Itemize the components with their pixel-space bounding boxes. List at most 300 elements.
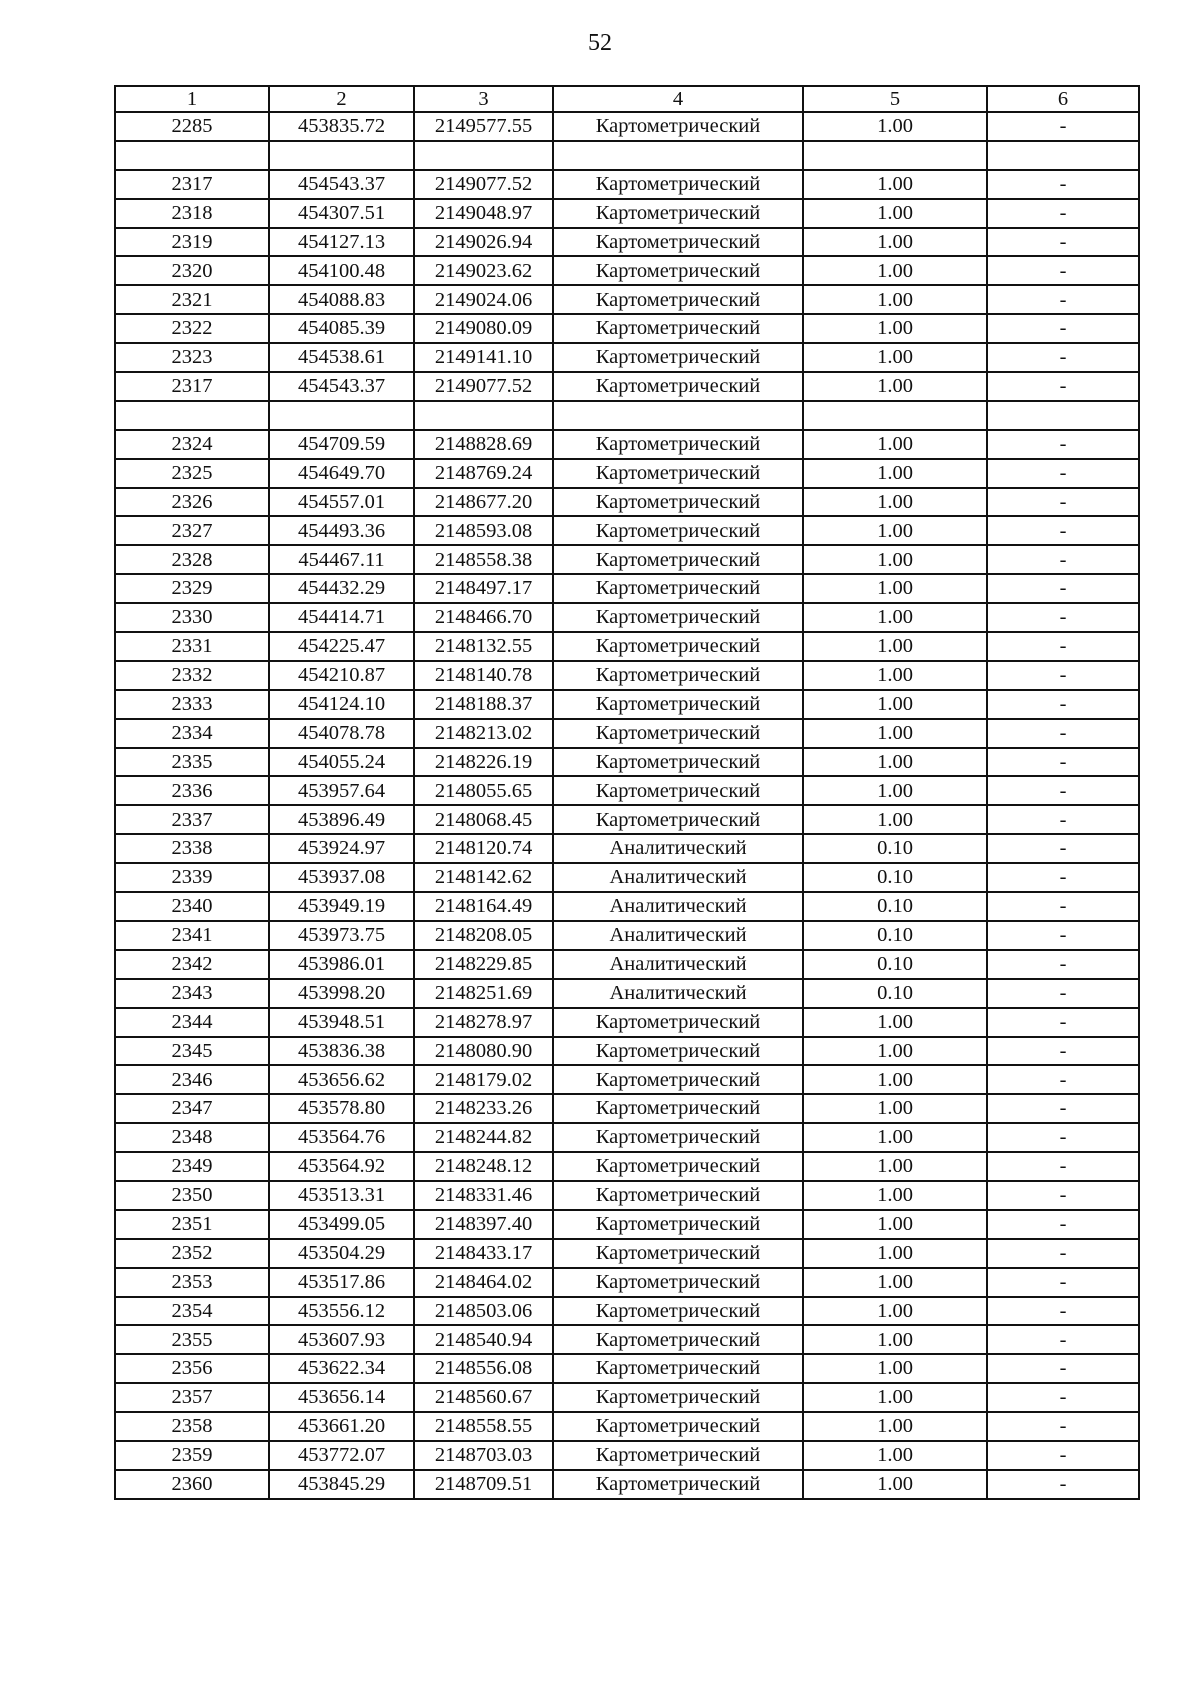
y-coordinate-cell: 2148503.06	[414, 1297, 553, 1326]
x-coordinate-cell: 453564.92	[269, 1152, 414, 1181]
note-cell: -	[987, 603, 1139, 632]
x-coordinate-cell: 453556.12	[269, 1297, 414, 1326]
method-cell: Картометрический	[553, 516, 803, 545]
table-row	[115, 1412, 1139, 1441]
point-number-cell: 2337	[115, 805, 269, 834]
table-row	[115, 892, 1139, 921]
point-number-cell: 2321	[115, 285, 269, 314]
y-coordinate-cell: 2149048.97	[414, 199, 553, 228]
table-row	[115, 1065, 1139, 1094]
point-number-cell: 2358	[115, 1412, 269, 1441]
accuracy-cell: 1.00	[803, 632, 987, 661]
table-row	[115, 719, 1139, 748]
x-coordinate-cell: 454414.71	[269, 603, 414, 632]
x-coordinate-cell: 454078.78	[269, 719, 414, 748]
y-coordinate-cell: 2148251.69	[414, 979, 553, 1008]
method-cell: Картометрический	[553, 1037, 803, 1066]
point-number-cell: 2338	[115, 834, 269, 863]
y-coordinate-cell: 2148466.70	[414, 603, 553, 632]
x-coordinate-cell: 453924.97	[269, 834, 414, 863]
method-cell	[553, 401, 803, 430]
note-cell: -	[987, 1412, 1139, 1441]
note-cell: -	[987, 199, 1139, 228]
point-number-cell: 2326	[115, 488, 269, 517]
x-coordinate-cell: 453835.72	[269, 112, 414, 141]
table-row	[115, 1325, 1139, 1354]
table-row	[115, 1210, 1139, 1239]
accuracy-cell: 1.00	[803, 199, 987, 228]
table-row	[115, 805, 1139, 834]
y-coordinate-cell: 2149077.52	[414, 372, 553, 401]
method-cell: Картометрический	[553, 1441, 803, 1470]
note-cell: -	[987, 1441, 1139, 1470]
point-number-cell: 2350	[115, 1181, 269, 1210]
note-cell: -	[987, 719, 1139, 748]
method-cell: Картометрический	[553, 1297, 803, 1326]
y-coordinate-cell	[414, 141, 553, 170]
accuracy-cell: 1.00	[803, 1123, 987, 1152]
x-coordinate-cell: 454210.87	[269, 661, 414, 690]
note-cell: -	[987, 863, 1139, 892]
method-cell: Картометрический	[553, 574, 803, 603]
y-coordinate-cell: 2148397.40	[414, 1210, 553, 1239]
accuracy-cell: 0.10	[803, 921, 987, 950]
note-cell: -	[987, 516, 1139, 545]
x-coordinate-cell: 453772.07	[269, 1441, 414, 1470]
x-coordinate-cell: 453949.19	[269, 892, 414, 921]
accuracy-cell: 1.00	[803, 1470, 987, 1499]
note-cell: -	[987, 979, 1139, 1008]
y-coordinate-cell: 2148179.02	[414, 1065, 553, 1094]
table-row	[115, 459, 1139, 488]
column-header: 6	[987, 86, 1139, 112]
note-cell: -	[987, 1037, 1139, 1066]
point-number-cell: 2336	[115, 776, 269, 805]
method-cell: Картометрический	[553, 661, 803, 690]
accuracy-cell: 0.10	[803, 834, 987, 863]
y-coordinate-cell: 2148497.17	[414, 574, 553, 603]
note-cell: -	[987, 690, 1139, 719]
note-cell: -	[987, 1210, 1139, 1239]
accuracy-cell: 1.00	[803, 1037, 987, 1066]
point-number-cell: 2331	[115, 632, 269, 661]
table-row	[115, 661, 1139, 690]
accuracy-cell	[803, 401, 987, 430]
y-coordinate-cell: 2148331.46	[414, 1181, 553, 1210]
point-number-cell: 2324	[115, 430, 269, 459]
x-coordinate-cell: 453986.01	[269, 950, 414, 979]
table-row	[115, 372, 1139, 401]
point-number-cell: 2340	[115, 892, 269, 921]
table-row	[115, 1239, 1139, 1268]
method-cell: Картометрический	[553, 748, 803, 777]
x-coordinate-cell	[269, 141, 414, 170]
column-header: 3	[414, 86, 553, 112]
method-cell: Картометрический	[553, 1152, 803, 1181]
method-cell: Картометрический	[553, 776, 803, 805]
method-cell: Картометрический	[553, 603, 803, 632]
separator-row	[115, 141, 1139, 170]
x-coordinate-cell	[269, 401, 414, 430]
x-coordinate-cell: 454538.61	[269, 343, 414, 372]
accuracy-cell: 1.00	[803, 545, 987, 574]
accuracy-cell: 1.00	[803, 1181, 987, 1210]
table-row	[115, 1008, 1139, 1037]
table-row	[115, 199, 1139, 228]
table-row	[115, 1152, 1139, 1181]
point-number-cell: 2330	[115, 603, 269, 632]
point-number-cell: 2285	[115, 112, 269, 141]
method-cell: Картометрический	[553, 805, 803, 834]
method-cell: Картометрический	[553, 343, 803, 372]
accuracy-cell: 1.00	[803, 1412, 987, 1441]
table-row	[115, 834, 1139, 863]
accuracy-cell: 1.00	[803, 314, 987, 343]
accuracy-cell: 1.00	[803, 488, 987, 517]
table-row	[115, 748, 1139, 777]
note-cell: -	[987, 459, 1139, 488]
point-number-cell: 2354	[115, 1297, 269, 1326]
accuracy-cell: 0.10	[803, 979, 987, 1008]
x-coordinate-cell: 453845.29	[269, 1470, 414, 1499]
method-cell: Картометрический	[553, 256, 803, 285]
accuracy-cell: 1.00	[803, 719, 987, 748]
point-number-cell: 2360	[115, 1470, 269, 1499]
accuracy-cell: 1.00	[803, 1354, 987, 1383]
point-number-cell	[115, 141, 269, 170]
accuracy-cell: 1.00	[803, 603, 987, 632]
note-cell: -	[987, 1470, 1139, 1499]
accuracy-cell: 1.00	[803, 690, 987, 719]
accuracy-cell: 1.00	[803, 1297, 987, 1326]
point-number-cell: 2347	[115, 1094, 269, 1123]
x-coordinate-cell: 453513.31	[269, 1181, 414, 1210]
coordinates-table	[114, 85, 1140, 1500]
table-row	[115, 603, 1139, 632]
note-cell: -	[987, 314, 1139, 343]
method-cell: Картометрический	[553, 690, 803, 719]
note-cell: -	[987, 892, 1139, 921]
x-coordinate-cell: 453973.75	[269, 921, 414, 950]
accuracy-cell: 1.00	[803, 1325, 987, 1354]
point-number-cell: 2334	[115, 719, 269, 748]
method-cell: Картометрический	[553, 719, 803, 748]
note-cell: -	[987, 112, 1139, 141]
note-cell: -	[987, 430, 1139, 459]
method-cell: Картометрический	[553, 1412, 803, 1441]
y-coordinate-cell: 2148244.82	[414, 1123, 553, 1152]
note-cell: -	[987, 488, 1139, 517]
point-number-cell: 2335	[115, 748, 269, 777]
accuracy-cell: 1.00	[803, 372, 987, 401]
accuracy-cell: 1.00	[803, 1094, 987, 1123]
method-cell: Аналитический	[553, 921, 803, 950]
point-number-cell: 2339	[115, 863, 269, 892]
header-row	[115, 86, 1139, 112]
table-row	[115, 1383, 1139, 1412]
method-cell: Картометрический	[553, 228, 803, 257]
y-coordinate-cell: 2148556.08	[414, 1354, 553, 1383]
column-header: 2	[269, 86, 414, 112]
table-row	[115, 1268, 1139, 1297]
table-row	[115, 1181, 1139, 1210]
table-body	[115, 86, 1139, 1499]
accuracy-cell: 1.00	[803, 1152, 987, 1181]
method-cell: Картометрический	[553, 488, 803, 517]
table-row	[115, 343, 1139, 372]
method-cell: Картометрический	[553, 1094, 803, 1123]
y-coordinate-cell: 2148677.20	[414, 488, 553, 517]
point-number-cell: 2348	[115, 1123, 269, 1152]
accuracy-cell: 1.00	[803, 170, 987, 199]
note-cell: -	[987, 950, 1139, 979]
point-number-cell: 2329	[115, 574, 269, 603]
method-cell: Картометрический	[553, 112, 803, 141]
method-cell: Картометрический	[553, 1239, 803, 1268]
x-coordinate-cell: 454543.37	[269, 372, 414, 401]
method-cell: Картометрический	[553, 1008, 803, 1037]
table-row	[115, 690, 1139, 719]
note-cell: -	[987, 1354, 1139, 1383]
table-row	[115, 228, 1139, 257]
accuracy-cell: 1.00	[803, 1210, 987, 1239]
accuracy-cell: 1.00	[803, 430, 987, 459]
table-row	[115, 1297, 1139, 1326]
method-cell: Картометрический	[553, 199, 803, 228]
accuracy-cell: 1.00	[803, 256, 987, 285]
accuracy-cell: 1.00	[803, 1441, 987, 1470]
y-coordinate-cell: 2148229.85	[414, 950, 553, 979]
note-cell: -	[987, 545, 1139, 574]
note-cell: -	[987, 1383, 1139, 1412]
accuracy-cell: 0.10	[803, 950, 987, 979]
x-coordinate-cell: 454307.51	[269, 199, 414, 228]
x-coordinate-cell: 453656.14	[269, 1383, 414, 1412]
y-coordinate-cell: 2148213.02	[414, 719, 553, 748]
y-coordinate-cell: 2148208.05	[414, 921, 553, 950]
accuracy-cell: 1.00	[803, 285, 987, 314]
table-row	[115, 979, 1139, 1008]
note-cell: -	[987, 343, 1139, 372]
table-row	[115, 950, 1139, 979]
y-coordinate-cell: 2149023.62	[414, 256, 553, 285]
y-coordinate-cell: 2148558.55	[414, 1412, 553, 1441]
y-coordinate-cell: 2149077.52	[414, 170, 553, 199]
note-cell: -	[987, 1268, 1139, 1297]
table-row	[115, 488, 1139, 517]
method-cell: Картометрический	[553, 430, 803, 459]
x-coordinate-cell: 454127.13	[269, 228, 414, 257]
table-row	[115, 1470, 1139, 1499]
x-coordinate-cell: 454225.47	[269, 632, 414, 661]
x-coordinate-cell: 454467.11	[269, 545, 414, 574]
x-coordinate-cell: 453607.93	[269, 1325, 414, 1354]
table-row	[115, 285, 1139, 314]
note-cell	[987, 141, 1139, 170]
accuracy-cell: 1.00	[803, 805, 987, 834]
note-cell: -	[987, 1065, 1139, 1094]
point-number-cell: 2341	[115, 921, 269, 950]
point-number-cell	[115, 401, 269, 430]
accuracy-cell: 1.00	[803, 1065, 987, 1094]
y-coordinate-cell: 2148560.67	[414, 1383, 553, 1412]
y-coordinate-cell: 2149577.55	[414, 112, 553, 141]
x-coordinate-cell: 453896.49	[269, 805, 414, 834]
note-cell: -	[987, 285, 1139, 314]
y-coordinate-cell: 2149024.06	[414, 285, 553, 314]
method-cell: Картометрический	[553, 1210, 803, 1239]
note-cell: -	[987, 834, 1139, 863]
note-cell: -	[987, 228, 1139, 257]
x-coordinate-cell: 454124.10	[269, 690, 414, 719]
method-cell: Картометрический	[553, 1181, 803, 1210]
note-cell: -	[987, 1297, 1139, 1326]
y-coordinate-cell: 2148433.17	[414, 1239, 553, 1268]
method-cell: Картометрический	[553, 1123, 803, 1152]
note-cell: -	[987, 1008, 1139, 1037]
x-coordinate-cell: 454543.37	[269, 170, 414, 199]
column-header: 5	[803, 86, 987, 112]
accuracy-cell: 1.00	[803, 661, 987, 690]
method-cell: Картометрический	[553, 285, 803, 314]
accuracy-cell: 0.10	[803, 892, 987, 921]
note-cell: -	[987, 574, 1139, 603]
x-coordinate-cell: 453957.64	[269, 776, 414, 805]
note-cell: -	[987, 1181, 1139, 1210]
method-cell: Аналитический	[553, 979, 803, 1008]
table-row	[115, 863, 1139, 892]
method-cell: Аналитический	[553, 950, 803, 979]
point-number-cell: 2333	[115, 690, 269, 719]
y-coordinate-cell: 2148132.55	[414, 632, 553, 661]
x-coordinate-cell: 454055.24	[269, 748, 414, 777]
page-number: 52	[588, 30, 612, 56]
point-number-cell: 2342	[115, 950, 269, 979]
y-coordinate-cell: 2148464.02	[414, 1268, 553, 1297]
note-cell: -	[987, 921, 1139, 950]
table-row	[115, 921, 1139, 950]
x-coordinate-cell: 454649.70	[269, 459, 414, 488]
y-coordinate-cell: 2148540.94	[414, 1325, 553, 1354]
accuracy-cell: 1.00	[803, 516, 987, 545]
note-cell: -	[987, 170, 1139, 199]
table-row	[115, 516, 1139, 545]
point-number-cell: 2346	[115, 1065, 269, 1094]
method-cell: Аналитический	[553, 863, 803, 892]
point-number-cell: 2352	[115, 1239, 269, 1268]
point-number-cell: 2344	[115, 1008, 269, 1037]
table-row	[115, 1354, 1139, 1383]
method-cell: Картометрический	[553, 632, 803, 661]
point-number-cell: 2332	[115, 661, 269, 690]
method-cell: Картометрический	[553, 1065, 803, 1094]
point-number-cell: 2328	[115, 545, 269, 574]
x-coordinate-cell: 453661.20	[269, 1412, 414, 1441]
x-coordinate-cell: 453937.08	[269, 863, 414, 892]
method-cell: Картометрический	[553, 459, 803, 488]
x-coordinate-cell: 453578.80	[269, 1094, 414, 1123]
point-number-cell: 2318	[115, 199, 269, 228]
x-coordinate-cell: 454709.59	[269, 430, 414, 459]
point-number-cell: 2327	[115, 516, 269, 545]
y-coordinate-cell: 2148164.49	[414, 892, 553, 921]
point-number-cell: 2357	[115, 1383, 269, 1412]
x-coordinate-cell: 453517.86	[269, 1268, 414, 1297]
accuracy-cell: 1.00	[803, 112, 987, 141]
note-cell: -	[987, 805, 1139, 834]
y-coordinate-cell	[414, 401, 553, 430]
y-coordinate-cell: 2148140.78	[414, 661, 553, 690]
table-row	[115, 574, 1139, 603]
accuracy-cell: 1.00	[803, 1268, 987, 1297]
method-cell: Картометрический	[553, 1383, 803, 1412]
table-row	[115, 1094, 1139, 1123]
table-row	[115, 1441, 1139, 1470]
y-coordinate-cell: 2148248.12	[414, 1152, 553, 1181]
y-coordinate-cell: 2148828.69	[414, 430, 553, 459]
method-cell: Картометрический	[553, 1470, 803, 1499]
note-cell: -	[987, 1123, 1139, 1152]
y-coordinate-cell: 2148558.38	[414, 545, 553, 574]
y-coordinate-cell: 2148233.26	[414, 1094, 553, 1123]
accuracy-cell: 0.10	[803, 863, 987, 892]
point-number-cell: 2355	[115, 1325, 269, 1354]
table-row	[115, 1123, 1139, 1152]
x-coordinate-cell: 453504.29	[269, 1239, 414, 1268]
point-number-cell: 2345	[115, 1037, 269, 1066]
x-coordinate-cell: 453836.38	[269, 1037, 414, 1066]
separator-row	[115, 401, 1139, 430]
x-coordinate-cell: 454085.39	[269, 314, 414, 343]
column-header: 1	[115, 86, 269, 112]
method-cell: Картометрический	[553, 372, 803, 401]
table-row	[115, 170, 1139, 199]
y-coordinate-cell: 2149080.09	[414, 314, 553, 343]
point-number-cell: 2322	[115, 314, 269, 343]
method-cell: Картометрический	[553, 1325, 803, 1354]
note-cell: -	[987, 776, 1139, 805]
x-coordinate-cell: 453499.05	[269, 1210, 414, 1239]
x-coordinate-cell: 453948.51	[269, 1008, 414, 1037]
note-cell: -	[987, 1152, 1139, 1181]
y-coordinate-cell: 2148226.19	[414, 748, 553, 777]
x-coordinate-cell: 454493.36	[269, 516, 414, 545]
x-coordinate-cell: 453622.34	[269, 1354, 414, 1383]
accuracy-cell: 1.00	[803, 1383, 987, 1412]
method-cell: Картометрический	[553, 1354, 803, 1383]
point-number-cell: 2325	[115, 459, 269, 488]
note-cell: -	[987, 661, 1139, 690]
table-row	[115, 430, 1139, 459]
y-coordinate-cell: 2148709.51	[414, 1470, 553, 1499]
note-cell: -	[987, 748, 1139, 777]
accuracy-cell: 1.00	[803, 459, 987, 488]
point-number-cell: 2351	[115, 1210, 269, 1239]
method-cell: Картометрический	[553, 170, 803, 199]
note-cell	[987, 401, 1139, 430]
point-number-cell: 2356	[115, 1354, 269, 1383]
point-number-cell: 2317	[115, 372, 269, 401]
accuracy-cell: 1.00	[803, 748, 987, 777]
note-cell: -	[987, 1325, 1139, 1354]
point-number-cell: 2343	[115, 979, 269, 1008]
table-row	[115, 1037, 1139, 1066]
note-cell: -	[987, 372, 1139, 401]
table-row	[115, 776, 1139, 805]
y-coordinate-cell: 2148188.37	[414, 690, 553, 719]
point-number-cell: 2319	[115, 228, 269, 257]
point-number-cell: 2317	[115, 170, 269, 199]
